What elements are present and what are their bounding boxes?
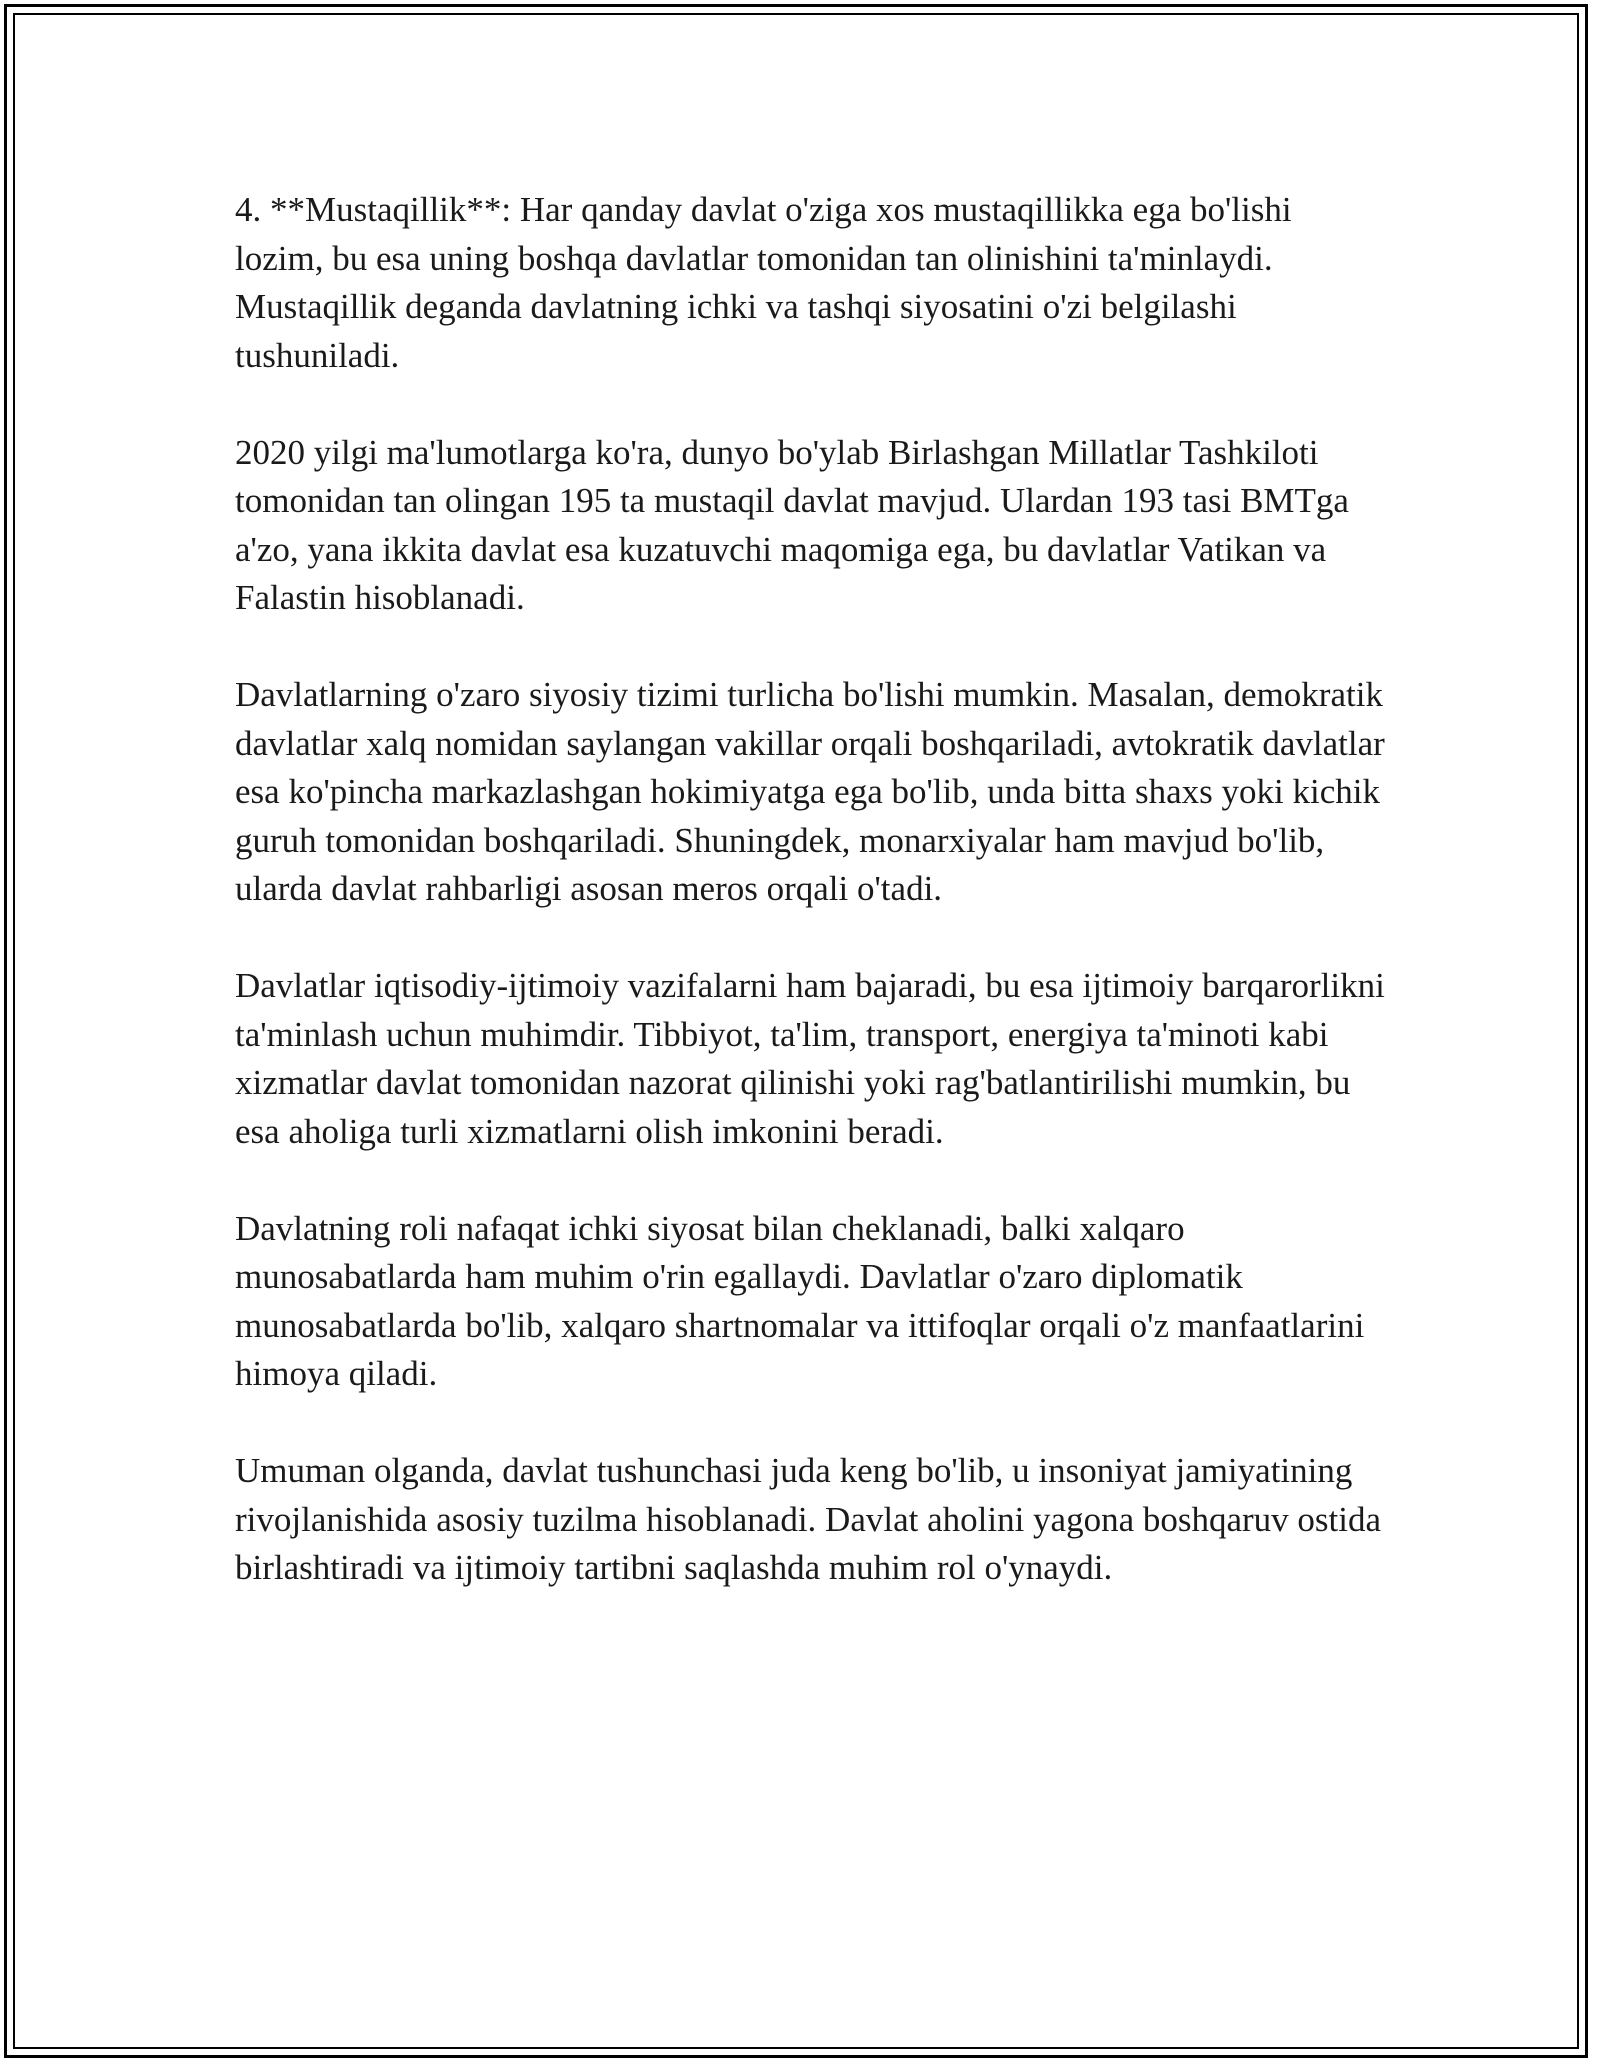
paragraph-political-systems: Davlatlarning o'zaro siyosiy tizimi turlicha bo'lishi mumkin. Masalan, demokratik davlatlar xalq nomidan saylangan vakillar orqali boshqariladi, avtokratik davlatlar esa ko'pincha markazlashgan hokimiyatga ega bo'lib, unda bitta shaxs yoki kichik guruh tomonidan boshqariladi. Shuningdek, monarxiyalar ham mavjud bo'lib, ularda davlat rahbarligi asosan meros orqali o'tadi. — [235, 675, 1385, 908]
paragraph-un-states: 2020 yilgi ma'lumotlarga ko'ra, dunyo bo'ylab Birlashgan Millatlar Tashkiloti tomonidan tan olingan 195 ta mustaqil davlat mavjud. Ulardan 193 tasi BMTga a'zo, yana ikkita davlat esa kuzatuvchi maqomiga ega, bu davlatlar Vatikan va Falastin hisoblanadi. — [235, 432, 1349, 617]
paragraph-international-role: Davlatning roli nafaqat ichki siyosat bilan cheklanadi, balki xalqaro munosabatlarda ham muhim o'rin egallaydi. Davlatlar o'zaro diplomatik munosabatlarda bo'lib, xalqaro shartnomalar va ittifoqlar orqali o'z manfaatlarini himoya qiladi. — [235, 1208, 1365, 1393]
paragraph-independence: 4. **Mustaqillik**: Har qanday davlat o'ziga xos mustaqillikka ega bo'lishi lozim, bu esa uning boshqa davlatlar tomonidan tan olinishini ta'minlaydi. Mustaqillik deganda davlatning ichki va tashqi siyosatini o'zi belgilashi tushuniladi. — [235, 190, 1292, 375]
paragraph-conclusion: Umuman olganda, davlat tushunchasi juda keng bo'lib, u insoniyat jamiyatining rivojlanishida asosiy tuzilma hisoblanadi. Davlat aholini yagona boshqaruv ostida birlashtiradi va ijtimoiy tartibni saqlashda muhim rol o'ynaydi. — [235, 1451, 1382, 1587]
paragraph-socio-economic: Davlatlar iqtisodiy-ijtimoiy vazifalarni ham bajaradi, bu esa ijtimoiy barqarorlikni ta'minlash uchun muhimdir. Tibbiyot, ta'lim, transport, energiya ta'minoti kabi xizmatlar davlat tomonidan nazorat qilinishi yoki rag'batlantirilishi mumkin, bu esa aholiga turli xizmatlarni olish imkonini beradi. — [235, 966, 1385, 1151]
document-body — [235, 186, 1385, 1641]
